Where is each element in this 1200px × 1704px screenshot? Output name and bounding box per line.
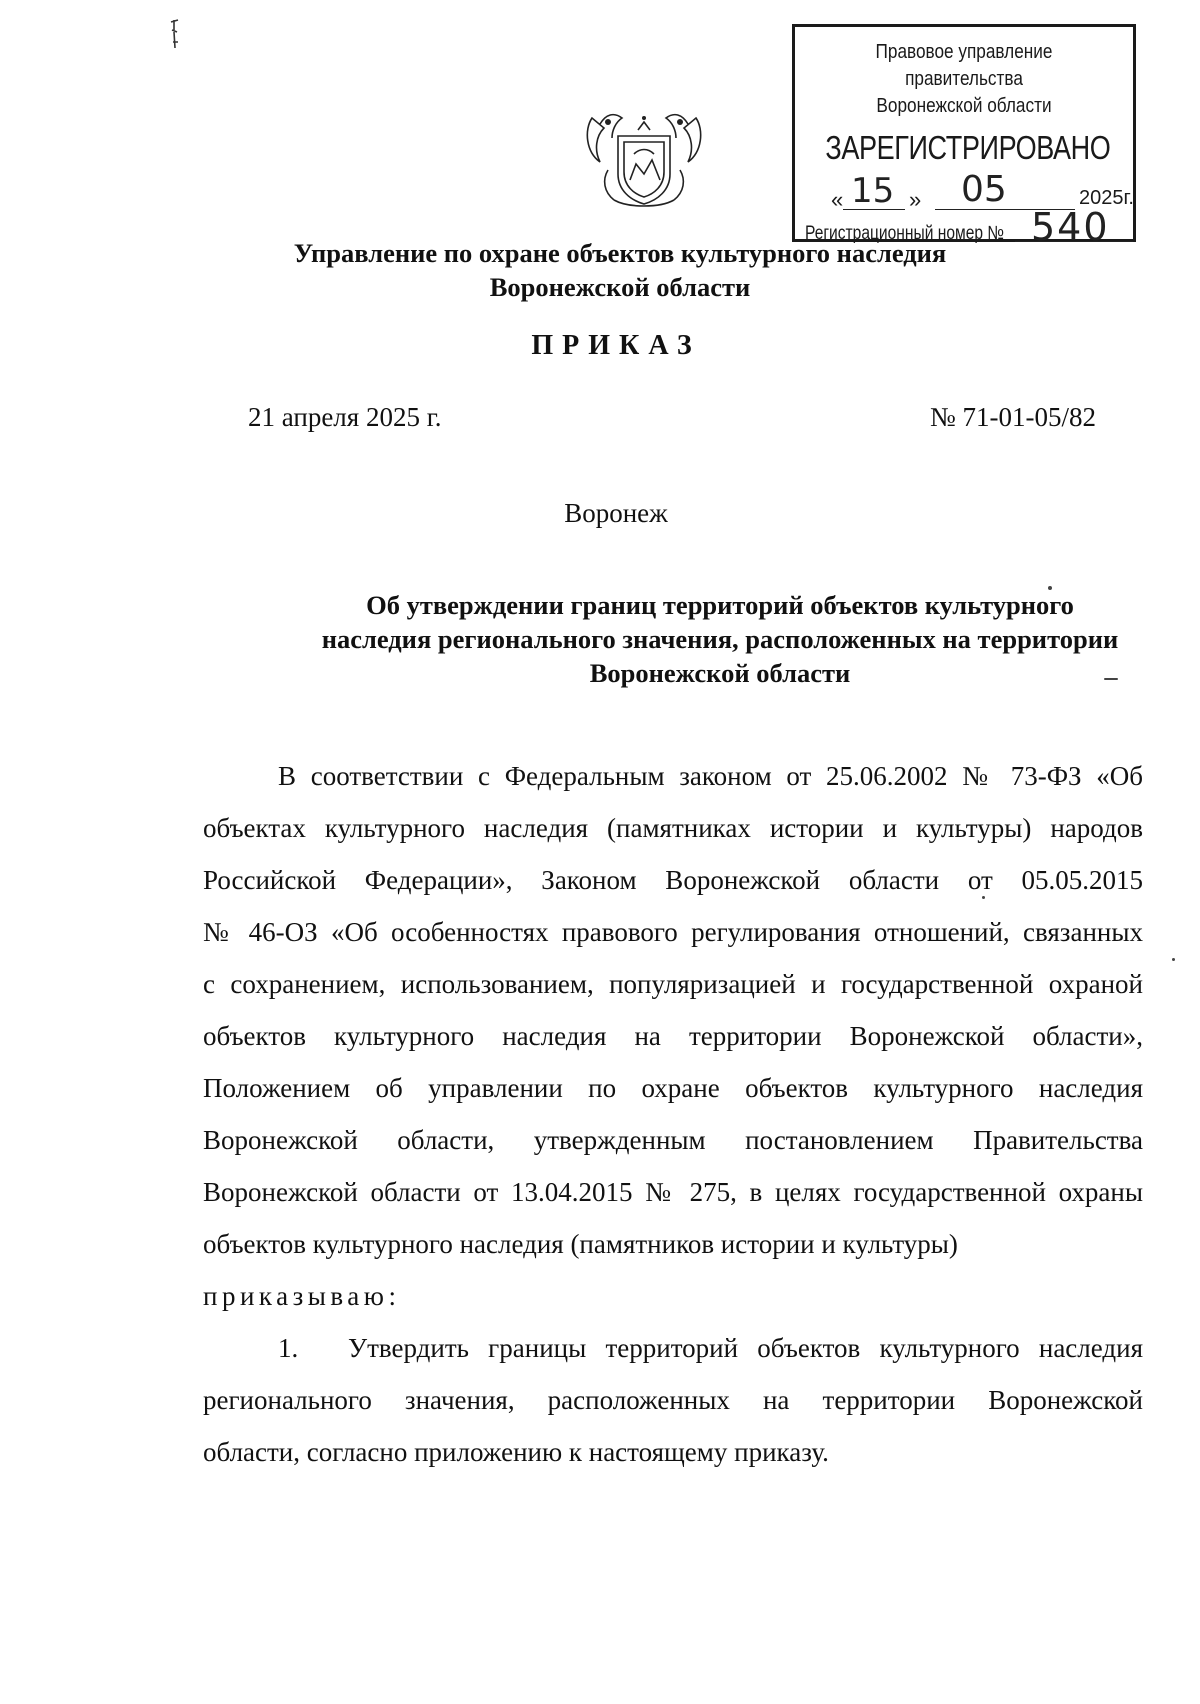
coat-of-arms-icon <box>578 100 710 212</box>
stamp-date-day: 15 <box>851 171 895 211</box>
stamp-organization: Правовое управление правительства Воронежской области <box>875 41 1053 117</box>
document-city: Воронеж <box>564 498 668 528</box>
item-line: Утвердить границы территорий объектов культурного наследия <box>348 1333 1143 1363</box>
document-date: 21 апреля 2025 г. <box>248 402 442 432</box>
body-line: объектах культурного наследия (памятниках истории и культуры) народов <box>203 813 1143 843</box>
order-word: приказываю: <box>203 1281 401 1311</box>
document-number: № 71-01-05/82 <box>930 402 1096 432</box>
stamp-date-underline <box>843 209 905 210</box>
body-line: Положением об управлении по охране объектов культурного наследия <box>203 1073 1143 1103</box>
body-line: с сохранением, использованием, популяризацией и государственной охраной <box>203 969 1143 999</box>
stamp-date-year-suffix: 25г. <box>1101 187 1134 209</box>
document-type: ПРИКАЗ <box>531 330 701 361</box>
item-line: регионального значения, расположенных на территории Воронежской <box>203 1385 1143 1415</box>
stamp-date-quote-close: » <box>909 187 922 212</box>
body-line: Российской Федерации», Законом Воронежской области от 05.05.2015 <box>203 865 1143 895</box>
scan-speck <box>1172 958 1175 961</box>
scan-speck <box>982 896 985 899</box>
body-line: объектов культурного наследия (памятников истории и культуры) <box>203 1229 958 1259</box>
stamp-status: ЗАРЕГИСТРИРОВАНО <box>825 129 1111 166</box>
body-line: объектов культурного наследия на территории Воронежской области», <box>203 1021 1143 1051</box>
stamp-reg-label: Регистрационный номер № <box>805 223 1005 244</box>
registration-stamp <box>792 24 1136 249</box>
organization-title: Управление по охране объектов культурного наследия Воронежской области <box>293 238 947 302</box>
item-number: 1. <box>278 1333 299 1363</box>
body-line: В соответствии с Федеральным законом от 25.06.2002 № 73-ФЗ «Об <box>278 761 1143 791</box>
stamp-reg-number: 540 <box>1031 205 1110 249</box>
document-subject: Об утверждении границ территорий объектов культурного наследия регионального значения, расположенных на территории Воронежской области <box>321 590 1119 688</box>
scan-speck <box>1048 586 1052 590</box>
scan-speck <box>1104 678 1118 680</box>
body-line: Воронежской области, утвержденным постановлением Правительства <box>203 1125 1143 1155</box>
body-line: № 46-ОЗ «Об особенностях правового регулирования отношений, связанных <box>203 917 1143 947</box>
stamp-date-quote-open: « <box>831 187 844 212</box>
handwritten-mark-icon <box>168 18 182 52</box>
item-line: области, согласно приложению к настоящему приказу. <box>203 1437 829 1467</box>
body-line: Воронежской области от 13.04.2015 № 275, в целях государственной охраны <box>203 1177 1143 1207</box>
stamp-date-year-prefix: 20 <box>1079 187 1102 209</box>
stamp-date-month: 05 <box>961 169 1007 210</box>
